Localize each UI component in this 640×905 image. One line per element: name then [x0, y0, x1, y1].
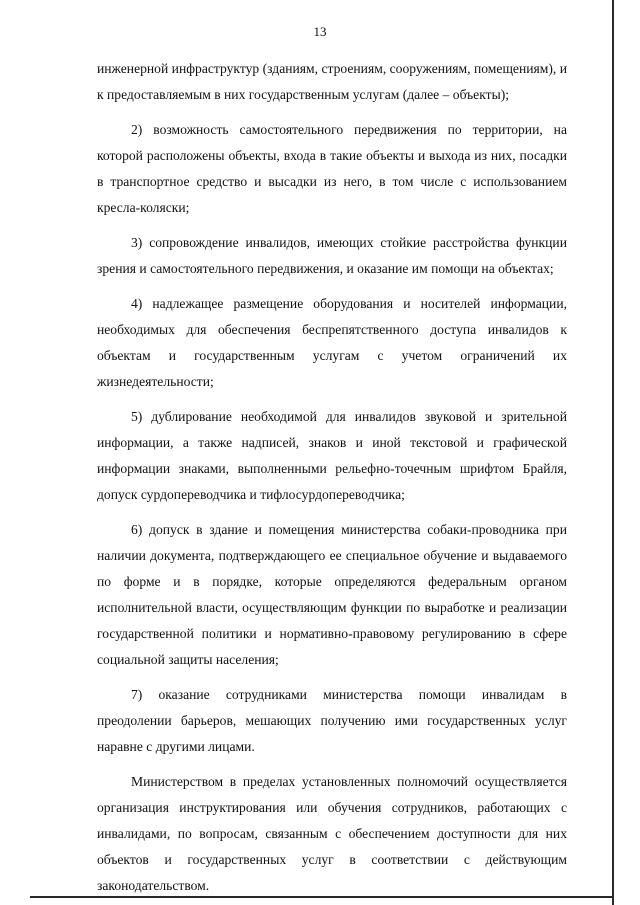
paragraph-training: Министерством в пределах установленных полномочий осуществляется организация инструктирования или обучения сотрудников, работающих с инвалидами, по вопросам, связанным с обеспечением доступности для них объектов и государственных услуг в соответствии с действующим законодательством.: [97, 774, 567, 893]
paragraph-item-3: 3) сопровождение инвалидов, имеющих стойкие расстройства функции зрения и самостоятельного передвижения, и оказание им помощи на объектах;: [97, 235, 567, 276]
paragraph-item-5: 5) дублирование необходимой для инвалидов звуковой и зрительной информации, а также надписей, знаков и иной текстовой и графической информации знаками, выполненными рельефно-точечным шрифтом Брайля, допуск сурдопереводчика и тифлосурдопереводчика;: [97, 409, 567, 502]
scan-edge-right: [612, 0, 614, 905]
paragraph-item-7: 7) оказание сотрудниками министерства помощи инвалидам в преодолении барьеров, мешающих получению ими государственных услуг наравне с другими лицами.: [97, 687, 567, 754]
paragraph-continuation: инженерной инфраструктур (зданиям, строениям, сооружениям, помещениям), и к предоставляемым в них государственным услугам (далее – объекты);: [97, 61, 567, 102]
document-body: [97, 56, 567, 899]
paragraph-item-2: 2) возможность самостоятельного передвижения по территории, на которой расположены объекты, входа в такие объекты и выхода из них, посадки в транспортное средство и высадки из него, в том числе с использованием кресла-коляски;: [97, 122, 567, 215]
paragraph-item-4: 4) надлежащее размещение оборудования и носителей информации, необходимых для обеспечения беспрепятственного доступа инвалидов к объектам и государственным услугам с учетом ограничений их жизнедеятельности;: [97, 296, 567, 389]
page-number: 13: [313, 24, 327, 39]
paragraph-item-6: 6) допуск в здание и помещения министерства собаки-проводника при наличии документа, подтверждающего ее специальное обучение и выдаваемого по форме и в порядке, которые определяются федеральным органом исполнительной власти, осуществляющим функции по выработке и реализации государственной политики и нормативно-правовому регулированию в сфере социальной защиты населения;: [97, 522, 567, 667]
